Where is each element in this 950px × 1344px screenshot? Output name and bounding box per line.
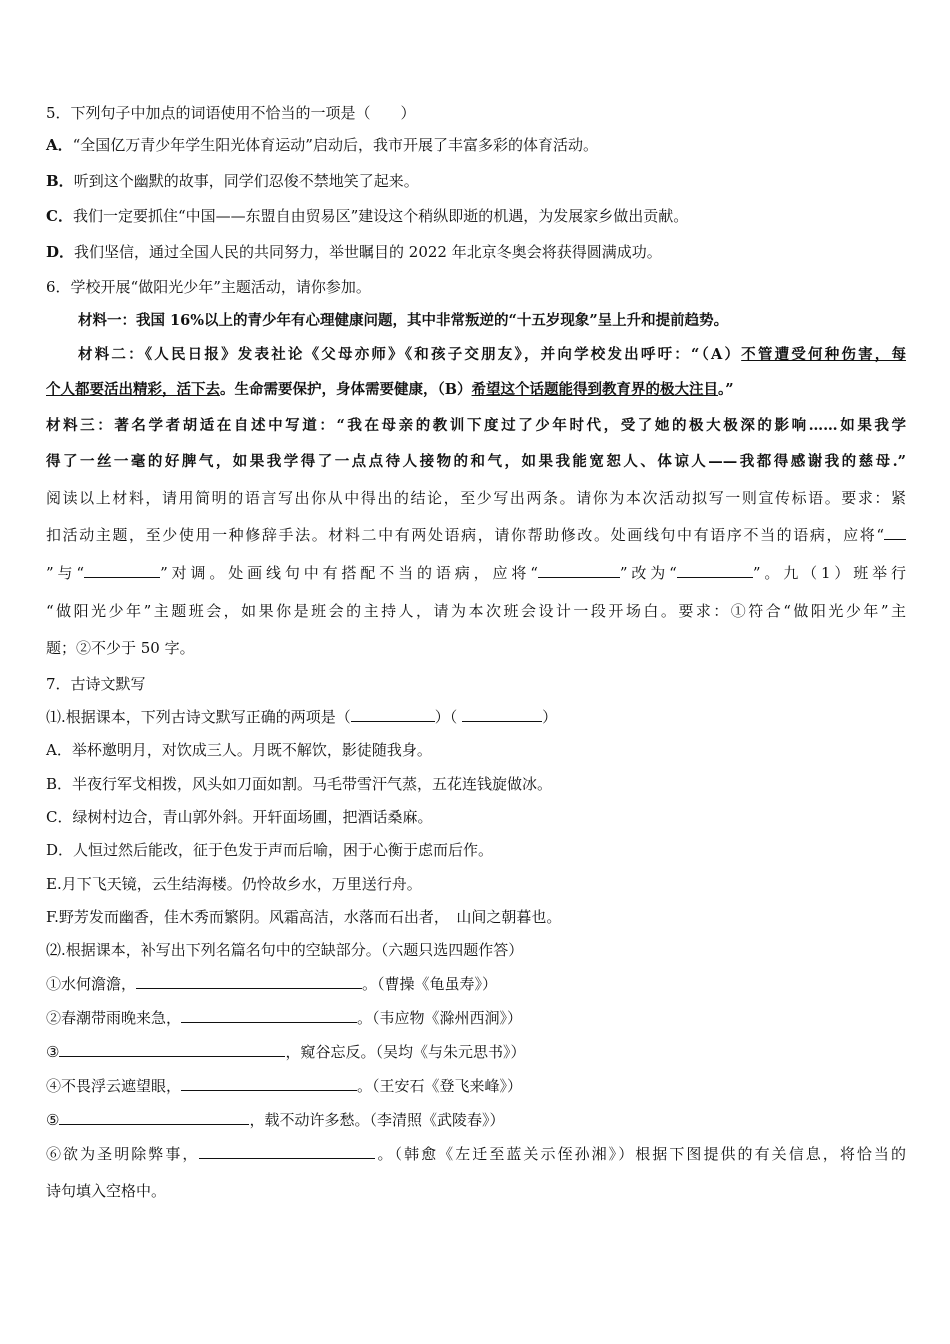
q6-stem: 6．学校开展“做阳光少年”主题活动，请你参加。 [46,278,371,296]
q7-option-b: B．半夜行军戈相拨，风头如刀面如割。马毛带雪汗气蒸，五花连钱旋做冰。 [46,775,553,793]
q6-material-2-line1: 材料二：《人民日报》发表社论《父母亦师》《和孩子交朋友》，并向学校发出呼吁：“（A）不管遭受何种伤害，每 [78,346,907,363]
q7-part2-stem: ⑵.根据课本，补写出下列名篇名句中的空缺部分。（六题只选四题作答） [46,941,524,959]
q7-fill-2: ②春潮带雨晚来急， 。（韦应物《滁州西涧》） [46,1009,523,1027]
q6-material-3-line2: 得了一丝一毫的好脾气，如果我学得了一点点待人接物的和气，如果我能宽恕人、体谅人——我都得感谢我的慈母.” [46,453,906,470]
q6-material-1: 材料一：我国 16%以上的青少年有心理健康问题，其中非常叛逆的“十五岁现象”呈上升和提前趋势。 [78,312,729,329]
q7-fill-5: ⑤ ，载不动许多愁。（李清照《武陵春》） [46,1111,505,1129]
q6-instruction-line2: 扣活动主题，至少使用一种修辞手法。材料二中有两处语病，请你帮助修改。处画线句中有语序不当的语病，应将“ [46,524,906,546]
q7-option-f: F.野芳发而幽香，佳木秀而繁阴。风霜高洁，水落而石出者， 山间之朝暮也。 [46,908,562,926]
q7-option-c: C．绿树村边合，青山郭外斜。开轩面场圃，把酒话桑麻。 [46,808,433,826]
q7-fill-1: ①水何澹澹， 。（曹操《龟虽寿》） [46,975,498,993]
q5-option-d: D．我们坚信，通过全国人民的共同努力，举世瞩目的 2022 年北京冬奥会将获得圆满成功。 [46,243,662,261]
q5-option-c: C．我们一定要抓住“中国——东盟自由贸易区”建设这个稍纵即逝的机遇，为发展家乡做出贡献。 [46,207,689,225]
q7-fill-4: ④不畏浮云遮望眼， 。（王安石《登飞来峰》） [46,1077,523,1095]
q6-instruction-line1: 阅读以上材料，请用简明的语言写出你从中得出的结论，至少写出两条。请你为本次活动拟写一则宣传标语。要求：紧 [46,489,906,507]
q6-material-2-line2: 个人都要活出精彩，活下去。生命需要保护，身体需要健康，（B）希望这个话题能得到教育界的极大注目。” [46,381,734,398]
q7-fill-6: ⑥欲为圣明除弊事， 。（韩愈《左迁至蓝关示侄孙湘》）根据下图提供的有关信息，将恰当的 [46,1145,906,1163]
q7-option-a: A．举杯邀明月，对饮成三人。月既不解饮，影徒随我身。 [46,741,432,759]
q7-title: 7．古诗文默写 [46,675,146,693]
q6-instruction-line4: “做阳光少年”主题班会，如果你是班会的主持人，请为本次班会设计一段开场白。要求：①符合“做阳光少年”主 [46,602,906,620]
q6-instruction-line3: ”与“ ”对调。处画线句中有搭配不当的语病，应将“ ”改为“ ”。九（1）班举行 [46,564,906,582]
q6-instruction-line5: 题；②不少于 50 字。 [46,639,195,657]
q7-tail: 诗句填入空格中。 [46,1182,167,1200]
q7-part1-stem: ⑴.根据课本，下列古诗文默写正确的两项是（ ）（ ） [46,708,558,726]
q7-option-d: D．人恒过然后能改，征于色发于声而后喻，困于心衡于虑而后作。 [46,841,494,859]
q5-stem: 5．下列句子中加点的词语使用不恰当的一项是（ ） [46,104,416,122]
q7-option-e: E.月下飞天镜，云生结海楼。仍怜故乡水，万里送行舟。 [46,875,422,893]
q5-option-a: A．“全国亿万青少年学生阳光体育运动”启动后，我市开展了丰富多彩的体育活动。 [46,136,598,154]
q7-fill-3: ③ ，窥谷忘反。（吴均《与朱元思书》） [46,1043,526,1061]
q5-option-b: B．听到这个幽默的故事，同学们忍俊不禁地笑了起来。 [46,172,419,190]
q6-material-3-line1: 材料三：著名学者胡适在自述中写道：“我在母亲的教训下度过了少年时代，受了她的极大极深的影响……如果我学 [46,417,906,434]
